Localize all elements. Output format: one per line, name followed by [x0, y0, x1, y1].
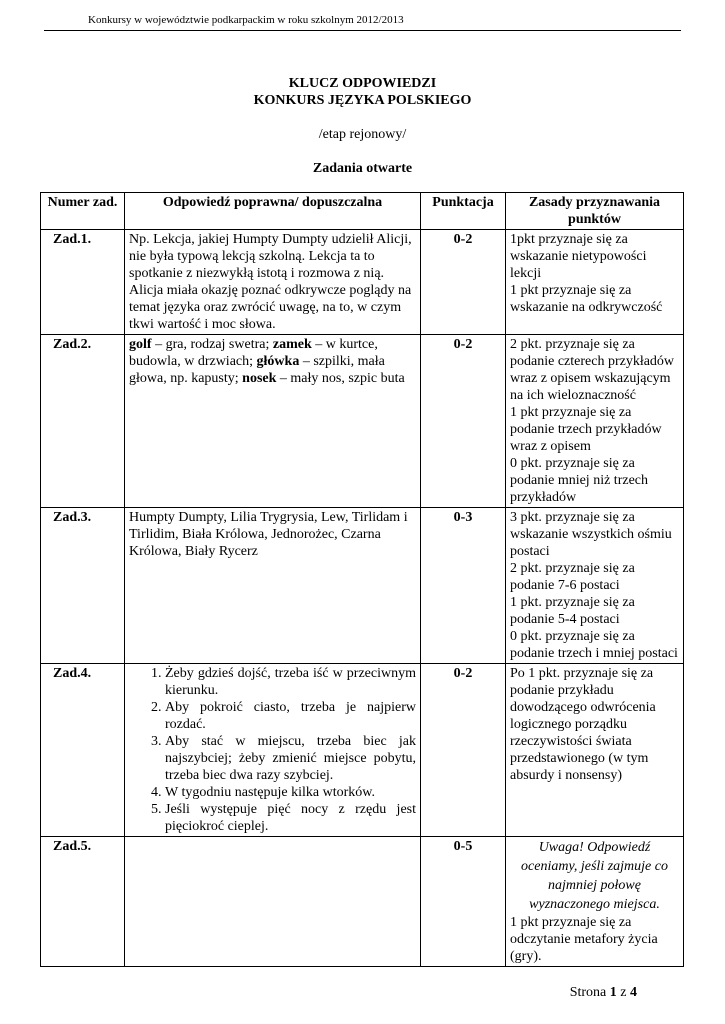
list-item: 3. Aby stać w miejscu, trzeba biec jak najszybciej; żeby zmienić miejsce pobytu, trzeba biec dwa razy szybciej. [165, 733, 416, 784]
header-rule [44, 30, 681, 31]
footer-prefix: Strona [569, 985, 610, 1000]
stage-label: /etap rejonowy/ [318, 127, 407, 142]
header-zasady: Zasady przyznawania punktów [506, 193, 684, 230]
rule-line: 2 pkt. przyznaje się za podanie 7-6 postaci [510, 561, 635, 593]
rule-line: 1 pkt przyznaje się za odczytanie metafory życia (gry). [510, 915, 658, 964]
table-row [41, 335, 684, 508]
rules-cell [506, 335, 684, 508]
footer-total-pages: 4 [630, 985, 637, 1000]
table-row [41, 837, 684, 967]
answer-text: – gra, rodzaj swetra; [151, 337, 273, 352]
note-text: Uwaga! Odpowiedź oceniamy, jeśli zajmuje co najmniej połowę wyznaczonego miejsca. [521, 840, 668, 912]
rule-line: 3 pkt. przyznaje się za wskazanie wszystkich ośmiu postaci [510, 510, 672, 559]
task-number: Zad.4. [41, 664, 125, 837]
answer-cell [125, 335, 421, 508]
answer-cell [125, 837, 421, 967]
points-cell: 0-5 [421, 837, 506, 967]
answer-key-table [40, 192, 684, 967]
rule-line: 1 pkt. przyznaje się za podanie 5-4 postaci [510, 595, 635, 627]
list-item: 2. Aby pokroić ciasto, trzeba je najpierw rozdać. [165, 699, 416, 733]
answer-cell [125, 664, 421, 837]
page-footer [570, 985, 637, 1001]
header-numer: Numer zad. [41, 193, 125, 230]
header-odpowiedz: Odpowiedź poprawna/ dopuszczalna [125, 193, 421, 230]
document-subtitle: KONKURS JĘZYKA POLSKIEGO [253, 93, 472, 108]
answer-keyword: główka [256, 354, 300, 369]
table-row [41, 664, 684, 837]
list-item: 5. Jeśli występuje pięć nocy z rzędu jest pięciokroć cieplej. [165, 801, 416, 835]
header-punktacja: Punktacja [421, 193, 506, 230]
task-number: Zad.1. [41, 230, 125, 335]
answer-list [129, 665, 416, 835]
rules-cell [506, 508, 684, 664]
page-header: Konkursy w województwie podkarpackim w roku szkolnym 2012/2013 [88, 14, 404, 26]
table-header-row [41, 193, 684, 230]
rule-line: 1pkt przyznaje się za wskazanie nietypowości lekcji [510, 232, 647, 281]
rule-line: 2 pkt. przyznaje się za podanie czterech przykładów wraz z opisem wskazującym na ich wieloznaczność [510, 337, 675, 403]
task-number: Zad.5. [41, 837, 125, 967]
points-cell: 0-2 [421, 230, 506, 335]
task-number: Zad.3. [41, 508, 125, 664]
task-number: Zad.2. [41, 335, 125, 508]
list-item: 4. W tygodniu następuje kilka wtorków. [165, 784, 416, 801]
answer-text: – szpilki, mała głowa, np. kapusty; [129, 354, 385, 386]
answer-text: – mały nos, szpic buta [276, 371, 405, 386]
rule-line: 1 pkt przyznaje się za wskazanie na odkrywczość [510, 283, 663, 315]
table-row [41, 230, 684, 335]
points-cell: 0-2 [421, 335, 506, 508]
document-title: KLUCZ ODPOWIEDZI [288, 76, 437, 91]
points-cell: 0-2 [421, 664, 506, 837]
section-title: Zadania otwarte [312, 161, 413, 176]
answer-cell: Humpty Dumpty, Lilia Trygrysia, Lew, Tirlidam i Tirlidim, Biała Królowa, Jednorożec, Czarna Królowa, Biały Rycerz [125, 508, 421, 664]
table-row [41, 508, 684, 664]
rule-line: 1 pkt przyznaje się za podanie trzech przykładów wraz z opisem [510, 405, 662, 454]
footer-mid: z [616, 985, 630, 1000]
list-item: 1. Żeby gdzieś dojść, trzeba iść w przeciwnym kierunku. [165, 665, 416, 699]
rule-line: 0 pkt. przyznaje się za podanie mniej niż trzech przykładów [510, 456, 648, 505]
rule-line: 0 pkt. przyznaje się za podanie trzech i mniej postaci [510, 629, 678, 661]
rules-cell [506, 664, 684, 837]
answer-keyword: zamek [272, 337, 312, 352]
footer-page-number: 1 [609, 985, 617, 1000]
points-cell: 0-3 [421, 508, 506, 664]
answer-cell: Np. Lekcja, jakiej Humpty Dumpty udzielił Alicji, nie była typową lekcją szkolną. Lekcja ta to spotkanie z niezwykłą istotą i rozmowa z nią. Alicja miała okazję poznać odkrywcze poglądy na temat języka oraz zwrócić uwagę, na to, w czym tkwi wartość i moc słowa. [125, 230, 421, 335]
rule-line: Po 1 pkt. przyznaje się za podanie przykładu dowodzącego odwrócenia logicznego porządku rzeczywistości świata przedstawionego (w tym absurdy i nonsensy) [510, 666, 656, 783]
rules-cell [506, 230, 684, 335]
rules-cell [506, 837, 684, 967]
answer-text: – w kurtce, budowla, w drzwiach; [129, 337, 378, 369]
answer-keyword: nosek [242, 371, 277, 386]
answer-keyword: golf [129, 337, 152, 352]
